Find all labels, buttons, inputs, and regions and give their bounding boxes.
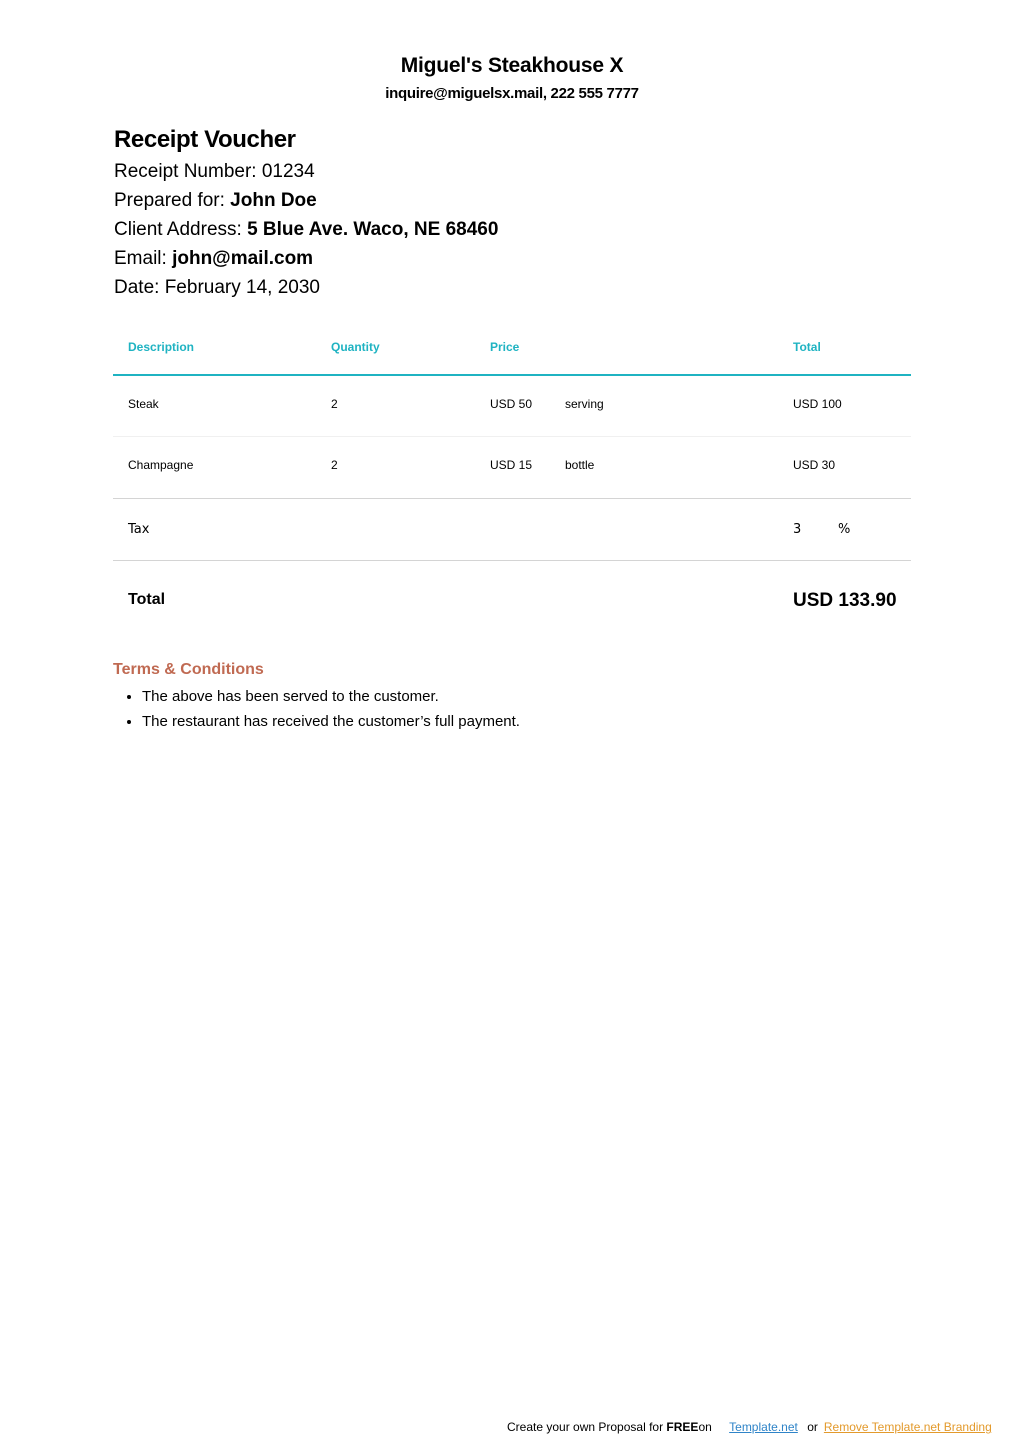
header-total: Total bbox=[793, 340, 821, 354]
receipt-info bbox=[114, 124, 498, 302]
list-item: • The restaurant has received the customer’s full payment. bbox=[142, 709, 520, 734]
terms-title: Terms & Conditions bbox=[113, 661, 264, 678]
email-label: Email: bbox=[114, 248, 173, 269]
row-description: Steak bbox=[128, 397, 159, 411]
tax-unit: % bbox=[838, 522, 851, 537]
header-description: Description bbox=[128, 340, 195, 354]
footer-or: or bbox=[807, 1420, 818, 1434]
receipt-number-value: 01234 bbox=[261, 161, 315, 182]
table-row bbox=[113, 376, 911, 437]
row-total: USD 100 bbox=[793, 397, 842, 411]
table-header-row bbox=[113, 322, 911, 376]
table-row bbox=[113, 437, 911, 499]
grand-total-value: USD 133.90 bbox=[793, 590, 897, 611]
terms-list bbox=[113, 684, 520, 734]
template-net-link[interactable]: Template.net bbox=[729, 1420, 798, 1434]
row-unit: bottle bbox=[565, 458, 595, 472]
row-quantity: 2 bbox=[331, 458, 338, 472]
receipt-number-line bbox=[114, 157, 498, 186]
date-value: February 14, 2030 bbox=[164, 277, 320, 298]
document-header bbox=[0, 52, 1024, 104]
client-address-value: 5 Blue Ave. Waco, NE 68460 bbox=[247, 219, 499, 240]
client-address-label: Client Address: bbox=[114, 219, 248, 240]
prepared-for-line bbox=[114, 186, 498, 215]
tax-label: Tax bbox=[128, 522, 150, 537]
email-value: john@mail.com bbox=[172, 248, 314, 269]
prepared-for-value: John Doe bbox=[230, 190, 317, 211]
email-line bbox=[114, 244, 498, 273]
branding-footer bbox=[507, 1420, 992, 1434]
company-name: Miguel's Steakhouse X bbox=[400, 54, 624, 77]
footer-prefix: Create your own Proposal for bbox=[507, 1420, 667, 1434]
row-total: USD 30 bbox=[793, 458, 836, 472]
row-price: USD 15 bbox=[490, 458, 533, 472]
grand-total-label: Total bbox=[128, 591, 166, 608]
footer-on: on bbox=[698, 1420, 712, 1434]
terms-section bbox=[113, 660, 520, 734]
company-contact: inquire@miguelsx.mail, 222 555 7777 bbox=[385, 85, 639, 102]
receipt-number-label: Receipt Number: bbox=[114, 161, 262, 182]
list-item: • The above has been served to the customer. bbox=[142, 684, 520, 709]
row-price: USD 50 bbox=[490, 397, 533, 411]
header-price: Price bbox=[490, 340, 520, 354]
date-line bbox=[114, 273, 498, 302]
prepared-for-label: Prepared for: bbox=[114, 190, 231, 211]
items-table bbox=[113, 322, 911, 641]
header-quantity: Quantity bbox=[331, 340, 380, 354]
row-unit: serving bbox=[565, 397, 604, 411]
grand-total-row bbox=[113, 561, 911, 641]
footer-free: FREE bbox=[666, 1420, 699, 1434]
tax-value: 3 bbox=[793, 522, 802, 537]
date-label: Date: bbox=[114, 277, 165, 298]
row-description: Champagne bbox=[128, 458, 194, 472]
document-title: Receipt Voucher bbox=[114, 126, 296, 153]
tax-row bbox=[113, 499, 911, 561]
remove-branding-link[interactable]: Remove Template.net Branding bbox=[823, 1420, 992, 1434]
row-quantity: 2 bbox=[331, 397, 338, 411]
client-address-line bbox=[114, 215, 498, 244]
